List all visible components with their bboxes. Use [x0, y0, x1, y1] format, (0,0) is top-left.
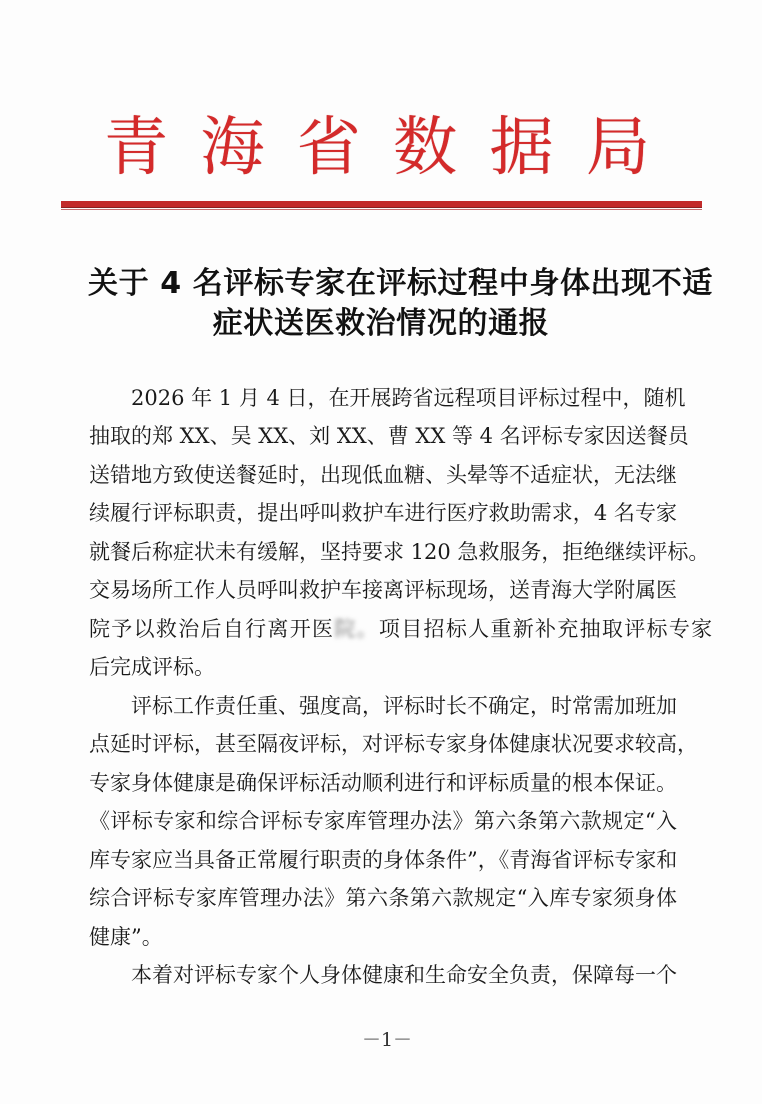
body-line: 评标工作责任重、强度高，评标时长不确定，时常需加班加	[131, 694, 677, 718]
body-line: 点延时评标，甚至隔夜评标，对评标专家身体健康状况要求较高，	[89, 732, 698, 756]
blurred-region: 院。	[334, 617, 379, 641]
letterhead-char: 省	[296, 111, 361, 185]
body-line: 本着对评标专家个人身体健康和生命安全负责，保障每一个	[131, 963, 677, 987]
letterhead-red-divider	[61, 201, 702, 208]
body-line: 专家身体健康是确保评标活动顺利进行和评标质量的根本保证。	[89, 771, 677, 795]
letterhead-char: 据	[489, 111, 554, 185]
letterhead-char: 数	[393, 111, 458, 185]
letterhead-char: 青	[104, 111, 168, 185]
body-line: 2026 年 1 月 4 日，在开展跨省远程项目评标过程中，随机	[131, 386, 686, 410]
body-line: 后完成评标。	[89, 655, 215, 679]
body-line: 库专家应当具备正常履行职责的身体条件”，《青海省评标专家和	[89, 848, 678, 872]
body-line: 健康”。	[89, 925, 163, 949]
letterhead-red-divider-thin	[61, 209, 702, 210]
body-line-with-redaction	[89, 614, 714, 644]
body-text: 院予以救治后自行离开医	[89, 617, 335, 641]
letterhead-char: 局	[585, 111, 650, 185]
body-line: 续履行评标职责，提出呼叫救护车进行医疗救助需求，4 名专家	[89, 501, 677, 525]
body-line: 交易场所工作人员呼叫救护车接离评标现场，送青海大学附属医	[89, 578, 677, 602]
body-text: 项目招标人重新补充抽取评标专家	[378, 617, 714, 641]
body-line: 综合评标专家库管理办法》第六条第六款规定“入库专家须身体	[89, 886, 677, 910]
letterhead-org-name	[104, 108, 650, 188]
body-line: 《评标专家和综合评标专家库管理办法》第六条第六款规定“入	[89, 809, 677, 833]
body-line: 送错地方致使送餐延时，出现低血糖、头晕等不适症状，无法继	[89, 463, 677, 487]
body-line: 抽取的郑 XX、吴 XX、刘 XX、曹 XX 等 4 名评标专家因送餐员	[89, 424, 689, 448]
document-title-line-2: 症状送医救治情况的通报	[212, 306, 550, 341]
body-line: 就餐后称症状未有缓解，坚持要求 120 急救服务，拒绝继续评标。	[89, 540, 710, 564]
page-number: －1－	[361, 1029, 413, 1051]
document-title-line-1: 关于 4 名评标专家在评标过程中身体出现不适	[88, 266, 713, 301]
letterhead-char: 海	[200, 111, 265, 185]
